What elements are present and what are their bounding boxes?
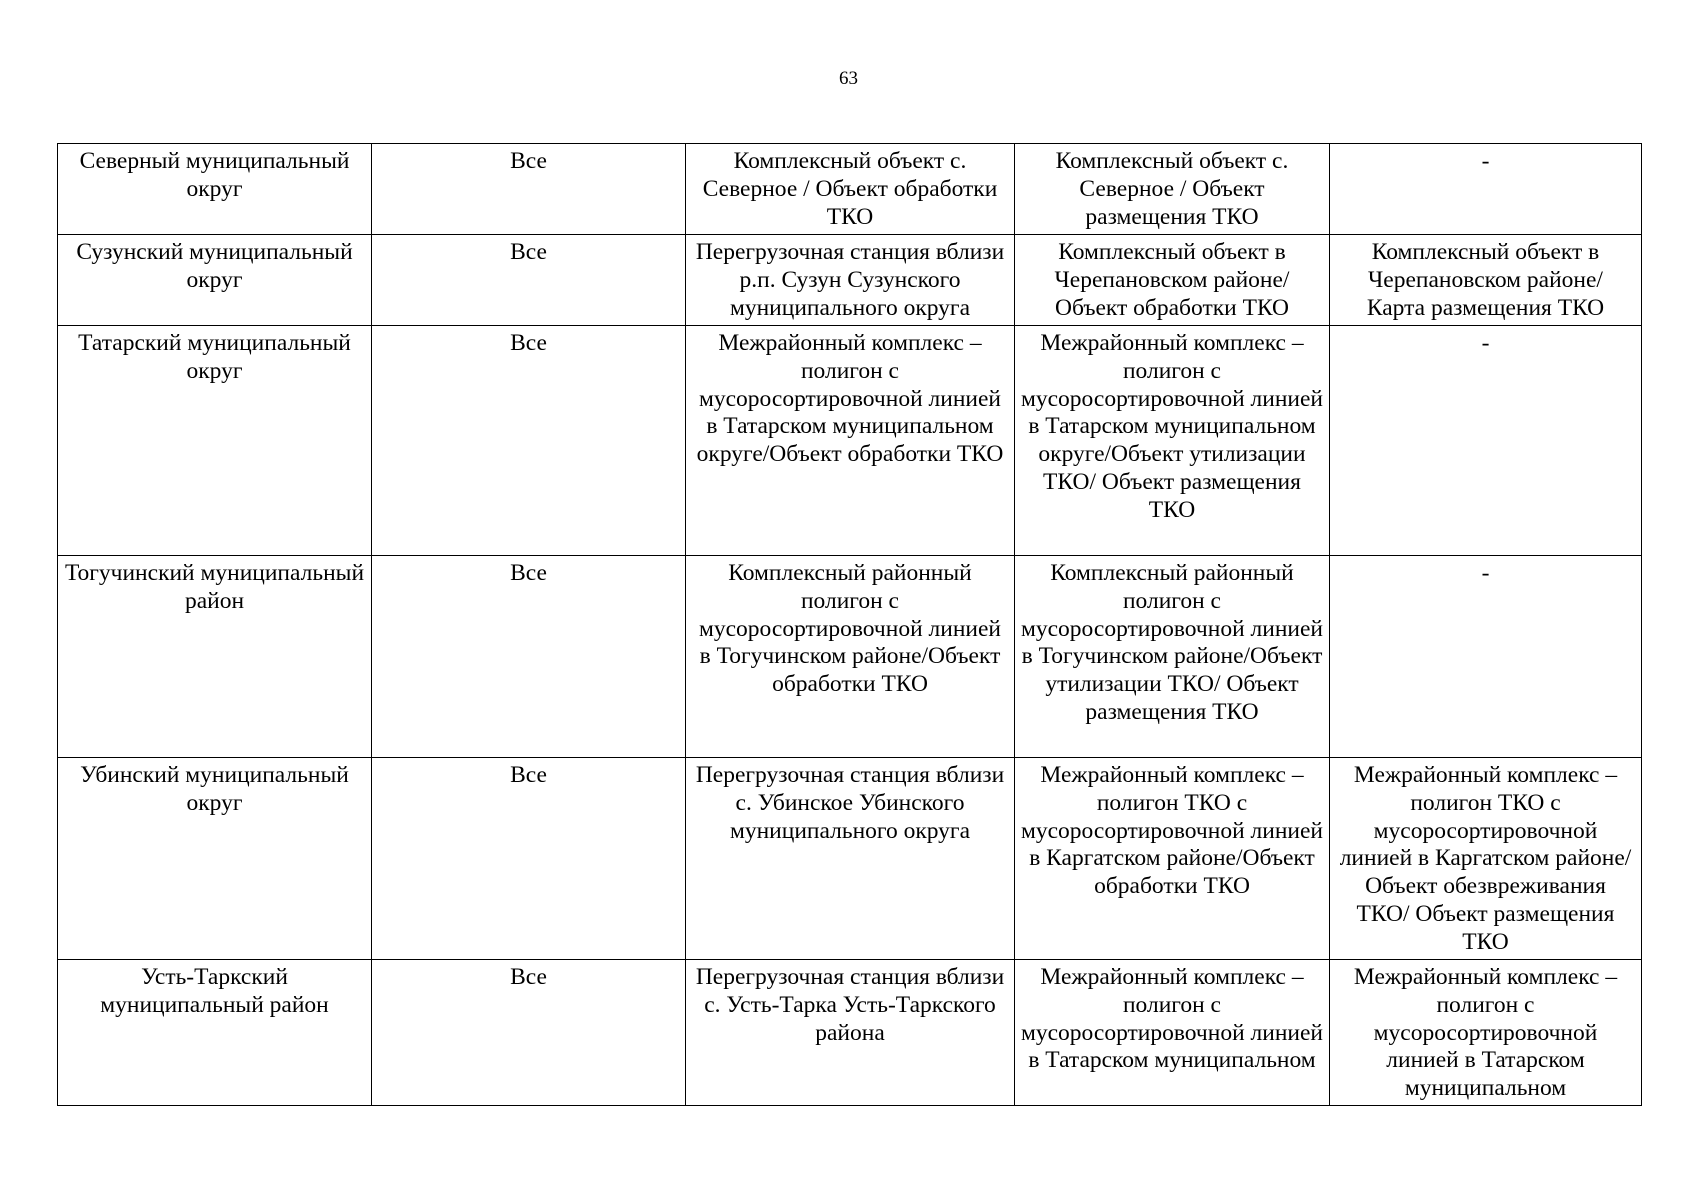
third-object-cell: Комплексный объект в Черепановском районе/ Карта размещения ТКО	[1330, 235, 1642, 326]
district-cell: Сузунский муниципальный округ	[58, 235, 372, 326]
table-row	[58, 326, 1642, 556]
settlements-cell: Все	[372, 960, 686, 1106]
second-object-cell: Комплексный объект с. Северное / Объект размещения ТКО	[1015, 144, 1330, 235]
third-object-cell: -	[1330, 326, 1642, 556]
settlements-cell: Все	[372, 758, 686, 960]
first-object-cell: Перегрузочная станция вблизи с. Убинское Убинского муниципального округа	[686, 758, 1015, 960]
district-cell: Убинский муниципальный округ	[58, 758, 372, 960]
first-object-cell: Перегрузочная станция вблизи с. Усть-Тарка Усть-Таркского района	[686, 960, 1015, 1106]
district-cell: Усть-Таркский муниципальный район	[58, 960, 372, 1106]
district-cell: Тогучинский муниципальный район	[58, 556, 372, 758]
first-object-cell: Комплексный объект с. Северное / Объект обработки ТКО	[686, 144, 1015, 235]
first-object-cell: Межрайонный комплекс – полигон с мусоросортировочной линией в Татарском муниципальном округе/Объект обработки ТКО	[686, 326, 1015, 556]
settlements-cell: Все	[372, 144, 686, 235]
third-object-cell: -	[1330, 556, 1642, 758]
second-object-cell: Межрайонный комплекс – полигон ТКО с мусоросортировочной линией в Каргатском районе/Объект обработки ТКО	[1015, 758, 1330, 960]
table-row	[58, 235, 1642, 326]
first-object-cell: Комплексный районный полигон с мусоросортировочной линией в Тогучинском районе/Объект обработки ТКО	[686, 556, 1015, 758]
settlements-cell: Все	[372, 556, 686, 758]
second-object-cell: Комплексный объект в Черепановском районе/ Объект обработки ТКО	[1015, 235, 1330, 326]
table-row	[58, 144, 1642, 235]
table-row	[58, 758, 1642, 960]
district-cell: Северный муниципальный округ	[58, 144, 372, 235]
second-object-cell: Межрайонный комплекс – полигон с мусоросортировочной линией в Татарском муниципальном округе/Объект утилизации ТКО/ Объект размещения ТКО	[1015, 326, 1330, 556]
second-object-cell: Межрайонный комплекс – полигон с мусоросортировочной линией в Татарском муниципальном	[1015, 960, 1330, 1106]
settlements-cell: Все	[372, 235, 686, 326]
table-row	[58, 960, 1642, 1106]
third-object-cell: -	[1330, 144, 1642, 235]
page-number: 63	[839, 68, 858, 89]
district-cell: Татарский муниципальный округ	[58, 326, 372, 556]
first-object-cell: Перегрузочная станция вблизи р.п. Сузун Сузунского муниципального округа	[686, 235, 1015, 326]
second-object-cell: Комплексный районный полигон с мусоросортировочной линией в Тогучинском районе/Объект утилизации ТКО/ Объект размещения ТКО	[1015, 556, 1330, 758]
waste-routing-table	[57, 143, 1642, 1106]
third-object-cell: Межрайонный комплекс – полигон с мусоросортировочной линией в Татарском муниципальном	[1330, 960, 1642, 1106]
settlements-cell: Все	[372, 326, 686, 556]
table-row	[58, 556, 1642, 758]
third-object-cell: Межрайонный комплекс – полигон ТКО с мусоросортировочной линией в Каргатском районе/Объект обезвреживания ТКО/ Объект размещения ТКО	[1330, 758, 1642, 960]
